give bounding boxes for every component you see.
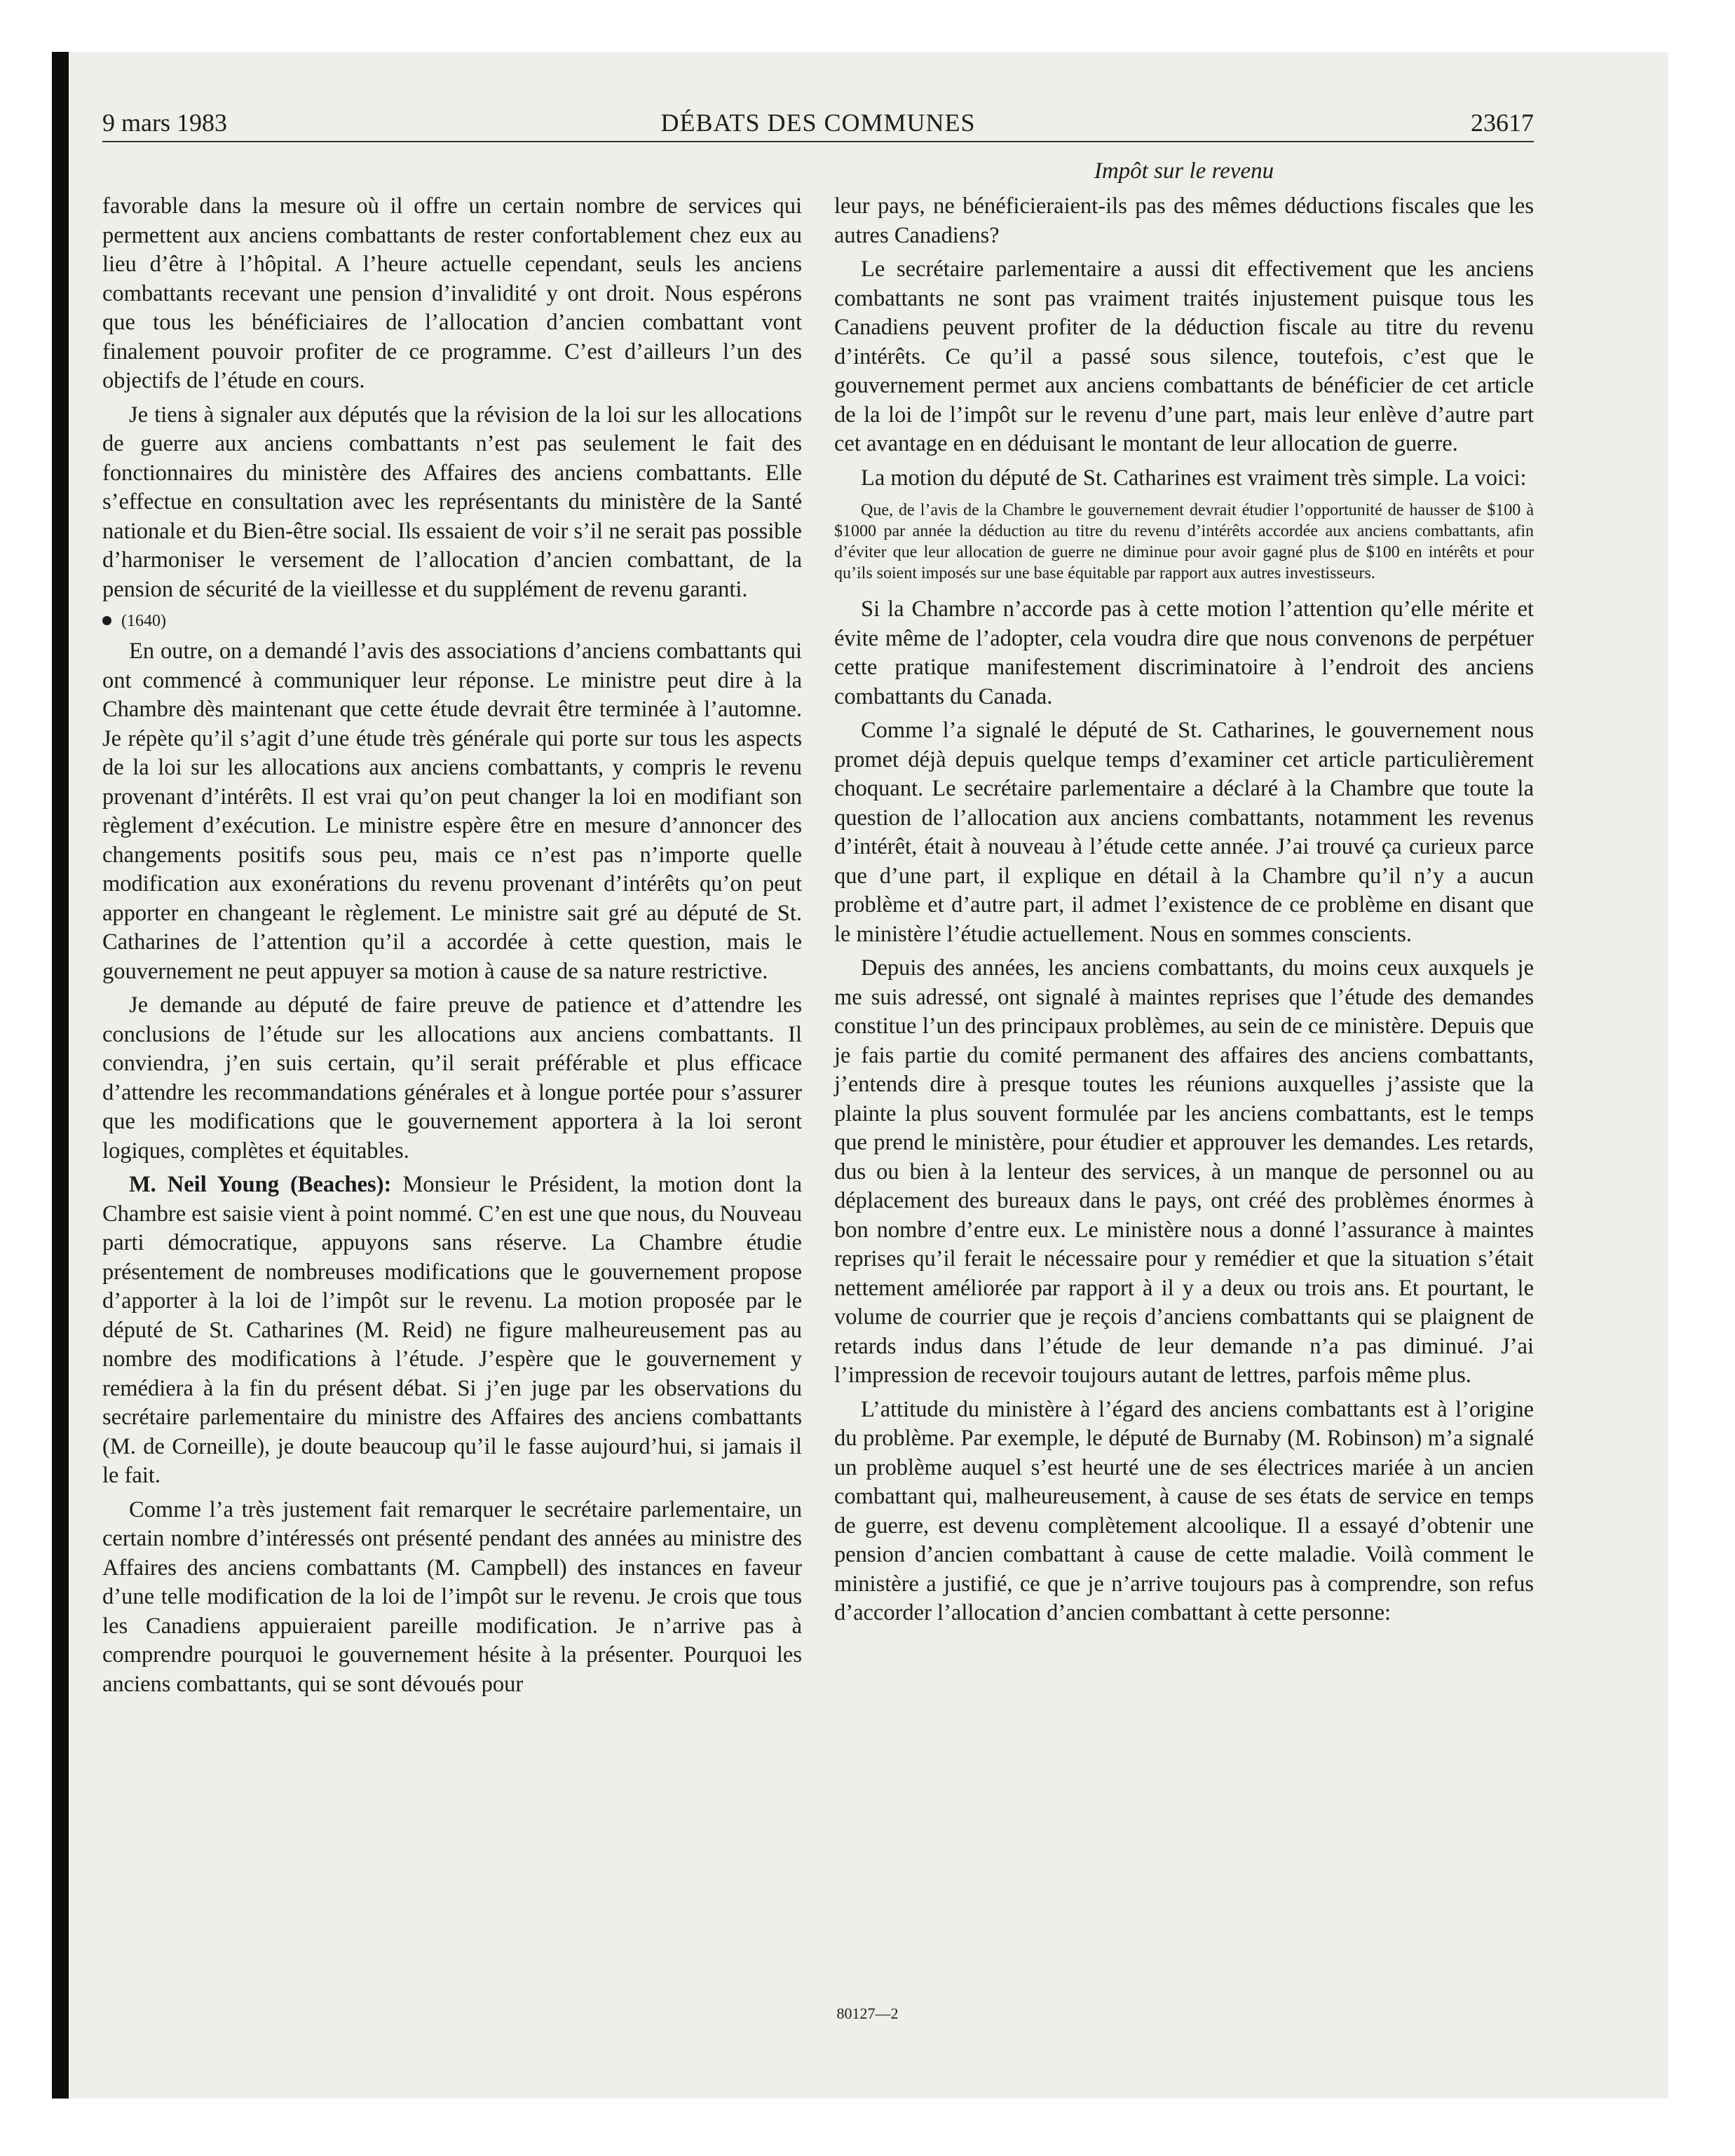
header-title: DÉBATS DES COMMUNES — [660, 109, 976, 137]
right-paragraph-1: leur pays, ne bénéficieraient-ils pas des mêmes déductions fiscales que les autres Canadiens? — [834, 193, 1534, 248]
subject-heading: Impôt sur le revenu — [1094, 158, 1274, 184]
right-paragraph-6: Depuis des années, les anciens combattants, du moins ceux auxquels je me suis adressé, ont signalé à maintes reprises que l’étude des demandes constitue l’un des principaux problèmes, au sein de ce ministère. Depuis que je fais partie du comité permanent des affaires des anciens combattants, j’entends dire à presque toutes les réunions auxquelles j’assiste que la plainte la plus souvent formulée par les anciens combattants, est le temps que prend le ministère, pour étudier et approuver les demandes. Les retards, dus ou bien à la lenteur des services, à un manque de personnel ou au déplacement des bureaux dans le pays, ont créé des problèmes énormes à bon nombre d’entre eux. Le ministère nous a donné l’assurance à maintes reprises qu’il ferait le nécessaire pour y remédier et que la situation s’était nettement améliorée par rapport à il y a deux ou trois ans. Et pourtant, le volume de courrier que je reçois d’anciens combattants qui se plaignent de retards indus dans l’étude de leur demande n’a pas diminué. J’ai l’impression de recevoir toujours autant de lettres, parfois même plus. — [834, 955, 1534, 1388]
right-paragraph-7: L’attitude du ministère à l’égard des anciens combattants est à l’origine du problème. Par exemple, le député de Burnaby (M. Robinson) m’a signalé un problème auquel s’est heurté une de ses électrices mariée à un ancien combattant qui, malheureusement, à cause de ses états de service en temps de guerre, est devenu complètement alcoolique. Il a essayé d’obtenir une pension d’ancien combattant à cause de cette maladie. Voilà comment le ministère a justifié, ce que je n’arrive toujours pas à comprendre, son refus d’accorder l’allocation d’ancien combattant à cette personne: — [834, 1396, 1534, 1625]
header-date: 9 mars 1983 — [102, 109, 227, 137]
speech-text: Monsieur le Président, la motion dont la Chambre est saisie vient à point nommé. C’en est une que nous, du Nouveau parti démocratique, appuyons sans réserve. La Chambre étudie présentement de nombreuses modifications que le gouvernement propose d’apporter à la loi de l’impôt sur le revenu. La motion proposée par le député de St. Catharines (M. Reid) ne figure malheureusement pas au nombre des modifications à l’étude. J’espère que le gouvernement y remédiera à la fin du présent débat. Si j’en juge par les observations du secrétaire parlementaire du ministre des Affaires des anciens combattants (M. de Corneille), je doute beaucoup qu’il le fasse aujourd’hui, si jamais il le fait. — [102, 1172, 802, 1488]
timestamp-marker — [102, 609, 802, 633]
left-column — [102, 192, 802, 1704]
left-paragraph-4: Je demande au député de faire preuve de patience et d’attendre les conclusions de l’étude sur les allocations aux anciens combattants. Il conviendra, j’en suis certain, qu’il serait préférable et plus efficace d’attendre les recommandations générales et à longue portée pour s’assurer que les modifications que le gouvernement apportera à la loi seront logiques, complètes et équitables. — [102, 992, 802, 1164]
right-paragraph-2: Le secrétaire parlementaire a aussi dit effectivement que les anciens combattants ne sont pas vraiment traités injustement puisque tous les Canadiens peuvent profiter de la déduction fiscale au titre du revenu d’intérêts. Ce qu’il a passé sous silence, toutefois, c’est que le gouvernement permet aux anciens combattants de bénéficier de cet article de la loi de l’impôt sur le revenu d’une part, mais leur enlève d’autre part cet avantage en en déduisant le montant de leur allocation de guerre. — [834, 257, 1534, 456]
scan-edge-shadow — [52, 52, 69, 2099]
right-paragraph-5: Comme l’a signalé le député de St. Catharines, le gouvernement nous promet déjà depuis quelque temps d’examiner cet article particulièrement choquant. Le secrétaire parlementaire a déclaré à la Chambre que toute la question de l’allocation aux anciens combattants, notamment les revenus d’intérêt, était à nouveau à l’étude cette année. J’ai trouvé ça curieux parce que d’une part, il explique en détail à la Chambre qu’il n’y a aucun problème et d’autre part, il admet l’existence de ce problème en disant que le ministère l’étudie actuellement. Nous en sommes conscients. — [834, 718, 1534, 947]
motion-quote: Que, de l’avis de la Chambre le gouvernement devrait étudier l’opportunité de hausser de $100 à $1000 par année la déduction au titre du revenu d’intérêts accordée aux anciens combattants, afin d’éviter que leur allocation de guerre ne diminue pour avoir gagné plus de $100 en intérêts et pour qu’ils soient imposés sur une base équitable par rapport aux autres investisseurs. — [834, 501, 1534, 582]
footer-code: 80127—2 — [836, 2005, 899, 2022]
left-paragraph-2: Je tiens à signaler aux députés que la révision de la loi sur les allocations de guerre aux anciens combattants n’est pas seulement le fait des fonctionnaires du ministère des Affaires des anciens combattants. Elle s’effectue en consultation avec les représentants du ministère de la Santé nationale et du Bien-être social. Ils essaient de voir s’il ne serait pas possible d’harmoniser le versement de l’allocation d’ancien combattant, de la pension de sécurité de la vieillesse et du supplément de revenu garanti. — [102, 402, 802, 602]
timestamp-text: (1640) — [121, 612, 166, 630]
left-paragraph-6: Comme l’a très justement fait remarquer le secrétaire parlementaire, un certain nombre d’intéressés ont présenté pendant des années au ministre des Affaires des anciens combattants (M. Campbell) des instances en faveur d’une telle modification de la loi de l’impôt sur le revenu. Je crois que tous les Canadiens appuieraient pareille modification. Je n’arrive pas à comprendre pourquoi le gouvernement hésite à la présenter. Pourquoi les anciens combattants, qui se sont dévoués pour — [102, 1496, 802, 1697]
left-paragraph-5 — [102, 1171, 802, 1491]
right-paragraph-3: La motion du député de St. Catharines est vraiment très simple. La voici: — [861, 465, 1527, 491]
right-column — [834, 192, 1534, 1633]
left-paragraph-3: En outre, on a demandé l’avis des associations d’anciens combattants qui ont commencé à communiquer leur réponse. Le ministre peut dire à la Chambre dès maintenant que cette étude devrait être terminée à l’automne. Je répète qu’il s’agit d’une étude très générale qui porte sur tous les aspects de la loi sur les allocations aux anciens combattants, y compris le revenu provenant d’intérêts. Il est vrai qu’on peut changer la loi en modifiant son règlement d’exécution. Le ministre espère être en mesure d’annoncer des changements positifs sous peu, mais ce n’est pas n’importe quelle modification aux exonérations du revenu provenant d’intérêts qu’on peut apporter en changeant le règlement. Le ministre sait gré au député de St. Catharines de l’attention qu’il a accordée à cette question, mais le gouvernement ne peut appuyer sa motion à cause de sa nature restrictive. — [102, 639, 802, 984]
bullet-dot-icon — [102, 616, 111, 625]
header-rule — [102, 141, 1534, 142]
left-paragraph-1: favorable dans la mesure où il offre un certain nombre de services qui permettent aux anciens combattants de rester confortablement chez eux au lieu d’être à l’hôpital. A l’heure actuelle cependant, seuls les anciens combattants recevant une pension d’invalidité y ont droit. Nous espérons que tous les bénéficiaires de l’allocation d’ancien combattant vont finalement pouvoir profiter de ce programme. C’est d’ailleurs l’un des objectifs de l’étude en cours. — [102, 193, 802, 393]
page-number: 23617 — [1471, 109, 1534, 137]
speaker-name: M. Neil Young (Beaches): — [129, 1172, 392, 1197]
running-head — [102, 105, 1534, 140]
right-paragraph-4: Si la Chambre n’accorde pas à cette motion l’attention qu’elle mérite et évite même de l’adopter, cela voudra dire que nous convenons de perpétuer cette pratique manifestement discriminatoire à l’endroit des anciens combattants du Canada. — [834, 596, 1534, 709]
